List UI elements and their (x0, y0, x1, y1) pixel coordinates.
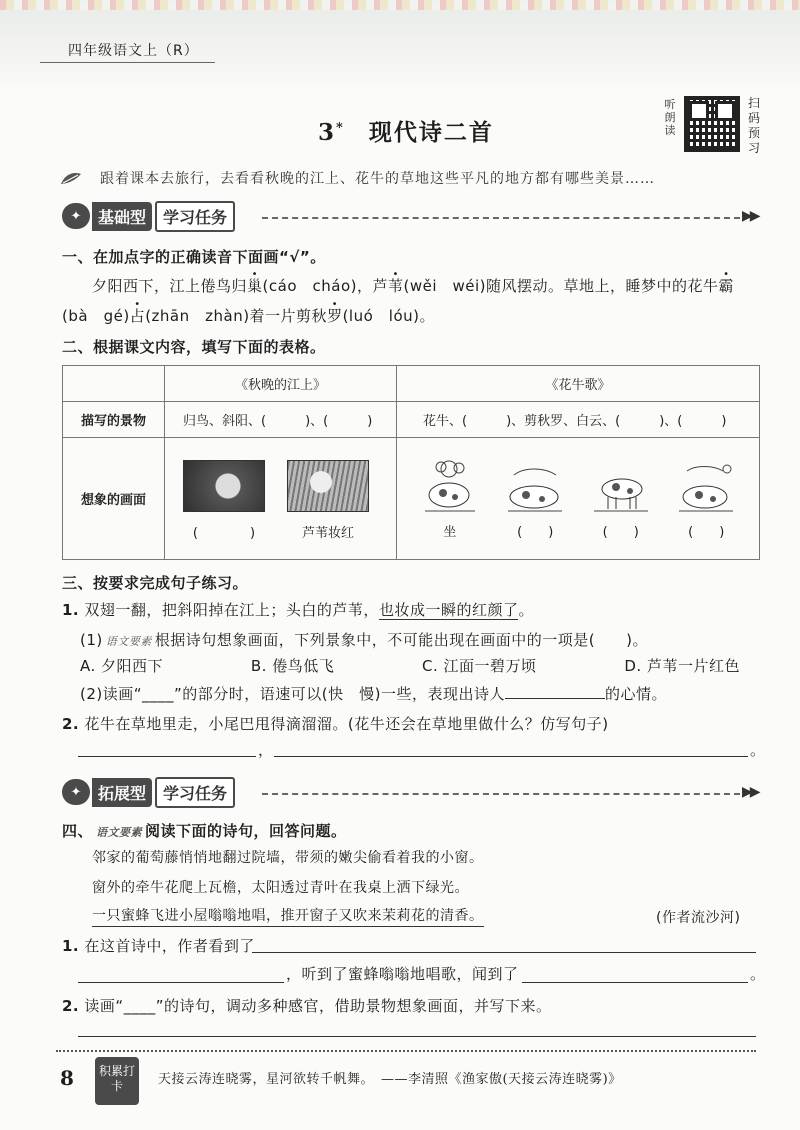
answer-line[interactable] (78, 982, 284, 983)
sunset-bird-image (183, 460, 265, 512)
q1-text: (luó lóu)。 (342, 307, 435, 325)
q4-text: 在这首诗中，作者看到了 (84, 937, 255, 955)
period: 。 (750, 965, 766, 983)
table-header-col2: 《花牛歌》 (397, 366, 760, 402)
cow-caption: 坐 (443, 525, 457, 540)
item-number: 2. (62, 715, 80, 733)
grade-label: 四年级语文上（R） (68, 43, 199, 59)
scene-picture-reed (287, 460, 369, 541)
answer-line[interactable] (78, 756, 256, 757)
footer-divider (56, 1050, 756, 1052)
cow-caption[interactable]: ( ) (688, 525, 725, 540)
item-number: 2. (62, 997, 80, 1015)
table-row2-col1 (165, 438, 397, 560)
poem-line-2: 窗外的牵牛花爬上瓦檐，太阳透过青叶在我桌上洒下绿光。 (92, 880, 469, 896)
header-divider (40, 62, 215, 63)
lesson-intro: 跟着课本去旅行，去看看秋晚的江上、花牛的草地这些平凡的地方都有哪些美景…… (100, 171, 655, 187)
q4-item2 (62, 994, 551, 1018)
qr-preview-label: 扫码预习 (747, 96, 760, 155)
dotted-char: 霸 (718, 277, 735, 295)
section-extend-label: 学习任务 (155, 777, 235, 808)
q3-title: 三、按要求完成句子练习。 (62, 574, 249, 592)
cow-walking-icon (586, 459, 656, 517)
poem-author: (作者流沙河) (656, 910, 741, 926)
accumulate-badge: 积累打卡 (95, 1057, 139, 1105)
cow-picture (500, 459, 570, 540)
cow-picture (415, 459, 485, 540)
q4-text: 读画“____”的诗句，调动多种感官，借助景物想象画面，并写下来。 (84, 997, 552, 1015)
lesson-number: 3 (318, 119, 337, 146)
q4-title (62, 820, 347, 841)
cow-picture (586, 459, 656, 540)
page-number: 8 (60, 1066, 74, 1090)
q3-text[interactable]: 根据诗句想象画面，下列景象中，不可能出现在画面中的一项是( )。 (154, 631, 648, 649)
q1-line2 (62, 304, 435, 328)
section-basic-label: 学习任务 (155, 201, 235, 232)
lesson-title (318, 114, 494, 147)
skill-tag: 语文要素 (105, 635, 152, 648)
q1-text: (wěi wéi)随风摆动。草地上，睡梦中的花牛 (403, 277, 719, 295)
table-row1-label: 描写的景物 (63, 402, 165, 438)
dotted-char: 苇 (387, 277, 404, 295)
reed-image (287, 460, 369, 512)
q4-item1 (62, 934, 255, 958)
picture-caption[interactable]: ( ) (192, 526, 256, 541)
answer-line[interactable] (78, 1036, 756, 1037)
cow-lying-icon (500, 459, 570, 517)
q3-text: 的心情。 (605, 685, 668, 703)
skill-tag: 语文要素 (96, 826, 143, 839)
dotted-char: 罗 (327, 307, 343, 325)
options-row (80, 654, 740, 678)
q3-text: 双翅一翻，把斜阳掉在江上；头白的芦苇， (84, 601, 379, 619)
q1-title: 一、在加点字的正确读音下面画“√”。 (62, 248, 326, 266)
option-a[interactable]: A. 夕阳西下 (80, 657, 164, 675)
table-corner (63, 366, 165, 402)
dotted-char: 巢 (247, 277, 263, 295)
table-row1-col2[interactable]: 花牛、( )、剪秋罗、白云、( )、( ) (397, 402, 760, 438)
q3-text: (2)读画“____”的部分时，语速可以(快 慢)一些，表现出诗人 (80, 685, 505, 703)
table-row2-label: 想象的画面 (63, 438, 165, 560)
lesson-title-text: 现代诗二首 (368, 119, 494, 146)
answer-line[interactable] (252, 952, 756, 953)
q4-title-text: 阅读下面的诗句，回答问题。 (145, 822, 347, 840)
comma: ， (258, 741, 274, 759)
footer-quote: 天接云涛连晓雾，星河欲转千帆舞。 ——李清照《渔家傲(天接云涛连晓雾)》 (158, 1072, 622, 1087)
q1-text: (cáo cháo)，芦 (262, 277, 388, 295)
poem-line-1: 邻家的葡萄藤悄悄地翻过院墙，带须的嫩尖偷看着我的小窗。 (92, 850, 484, 866)
section-basic-banner (62, 202, 235, 230)
option-c[interactable]: C. 江面一碧万顷 (422, 657, 537, 675)
q1-text: (bà gé) (62, 307, 130, 325)
table-header-col1: 《秋晚的江上》 (165, 366, 397, 402)
section-divider (262, 217, 740, 219)
sub-number: (1) (80, 631, 103, 649)
qr-listen-label: 听朗读 (664, 98, 676, 137)
q3-sentence2 (62, 712, 609, 736)
lesson-mark: * (336, 120, 345, 136)
q3-text: 。 (518, 601, 534, 619)
lightbulb-icon: ✦ (62, 203, 90, 229)
q3-sub1 (80, 628, 648, 654)
poem-line-3: 一只蜜蜂飞进小屋嗡嗡地唱，推开窗子又吹来茉莉花的清香。 (92, 906, 484, 927)
section-extend-badge: 拓展型 (92, 778, 152, 807)
table-row1-col1[interactable]: 归鸟、斜阳、( )、( ) (165, 402, 397, 438)
section-divider (262, 793, 740, 795)
item-number: 1. (62, 937, 80, 955)
q2-title: 二、根据课文内容，填写下面的表格。 (62, 338, 326, 356)
item-number: 1. (62, 601, 80, 619)
q3-sub2 (80, 682, 667, 706)
picture-caption: 芦苇妆红 (301, 526, 354, 541)
section-extend-banner (62, 778, 235, 806)
leaf-icon (60, 170, 82, 186)
scene-picture-bird (183, 460, 265, 541)
double-arrow-icon: ▶▶ (742, 208, 758, 224)
q1-text: 夕阳西下，江上倦鸟归 (92, 277, 248, 295)
underlined-phrase: 也妆成一瞬的红颜了 (378, 601, 519, 619)
cow-sitting-icon (415, 459, 485, 517)
section-basic-badge: 基础型 (92, 202, 152, 231)
qr-code-icon[interactable] (684, 96, 740, 152)
answer-line[interactable] (274, 756, 748, 757)
cow-caption[interactable]: ( ) (602, 525, 639, 540)
cow-caption[interactable]: ( ) (517, 525, 554, 540)
q1-text: (zhān zhàn)着一片剪秋 (145, 307, 328, 325)
q4-number: 四、 (62, 822, 94, 840)
cow-grazing-icon (671, 459, 741, 517)
option-b[interactable]: B. 倦鸟低飞 (250, 657, 335, 675)
cow-picture (671, 459, 741, 540)
period: 。 (750, 741, 766, 759)
double-arrow-icon: ▶▶ (742, 784, 758, 800)
q1-line1 (92, 274, 734, 298)
q3-sentence1 (62, 598, 534, 622)
scene-table (62, 365, 760, 560)
dotted-char: 占 (129, 307, 146, 325)
option-d[interactable]: D. 芦苇一片红色 (624, 657, 740, 675)
q3-text: 花牛在草地里走，小尾巴甩得滴溜溜。(花牛还会在草地里做什么？仿写句子) (84, 715, 609, 733)
answer-line[interactable] (522, 982, 748, 983)
q4-item1-mid: ，听到了蜜蜂嗡嗡地唱歌，闻到了 (286, 965, 519, 983)
lightbulb-icon: ✦ (62, 779, 90, 805)
answer-blank[interactable] (505, 683, 605, 699)
table-row2-col2 (397, 438, 760, 560)
